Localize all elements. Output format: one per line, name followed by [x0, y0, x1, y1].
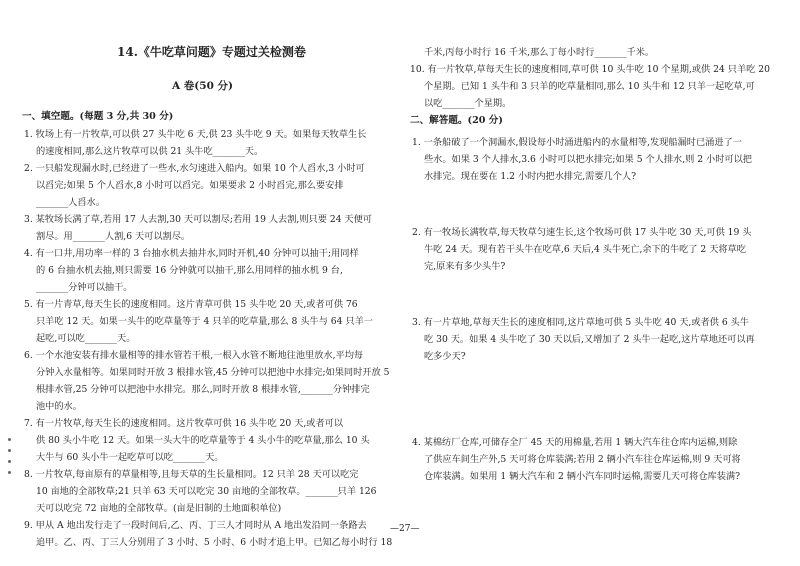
binding-dot [8, 460, 11, 463]
question-line: 的速度相同,那么这片牧草可以供 21 头牛吃_______天。 [36, 146, 264, 157]
question-line: 天可以吃完 72 亩地的全部牧草。(亩是旧制的土地面积单位) [36, 503, 282, 514]
question-line: 2. 有一牧场长满牧草,每天牧草匀速生长,这个牧场可供 17 头牛吃 30 天,可供 19 头 [412, 227, 752, 238]
question-line: 追甲。乙、丙、丁三人分别用了 3 小时、5 小时、6 小时才追上甲。已知乙每小时行 18 [36, 537, 393, 548]
question-line: 以吃_______个星期。 [424, 98, 512, 109]
question-line: 6. 一个水池安装有排水量相等的排水管若干根,一根入水管不断地往池里放水,平均每 [24, 350, 364, 361]
question-line: 的 6 台抽水机去抽,则只需要 16 分钟就可以抽干,那么用同样的抽水机 9 台, [36, 265, 343, 276]
page-title: 14.《牛吃草问题》专题过关检测卷 [117, 45, 306, 59]
question-line: 4. 有一口井,用功率一样的 3 台抽水机去抽井水,同时开机,40 分钟可以抽干;用同样 [24, 248, 359, 259]
question-line: 2. 一只船发现漏水时,已经进了一些水,水匀速进入船内。如果 10 个人舀水,3 小时可 [24, 163, 365, 174]
section-fill-in: 一、填空题。(每题 3 分,共 30 分) [22, 111, 174, 122]
question-line: 水排完。现在要在 1.2 小时内把水排完,需要几个人? [424, 171, 637, 182]
binding-margin-dots [8, 430, 12, 482]
question-line: 仓库装满。如果用 1 辆大汽车和 2 辆小汽车同时运棉,需要几天可将仓库装满? [424, 471, 741, 482]
question-line: 割尽。用_______人割,6 天可以割尽。 [36, 231, 191, 242]
section-solve: 二、解答题。(20 分) [410, 115, 503, 126]
question-line: 个星期。已知 1 头牛和 3 只羊的吃草量相同,那么 10 头牛和 12 只羊一起吃草,可 [424, 81, 755, 92]
question-line: _______人舀水。 [36, 197, 105, 208]
question-line: 1. 牧场上有一片牧草,可以供 27 头牛吃 6 天,供 23 头牛吃 9 天。如果每天牧草生长 [24, 129, 367, 140]
question-line: 根排水管,25 分钟可以把池中水排完。那么,同时开放 8 根排水管,_______分钟排完 [36, 384, 370, 395]
question-line: 10. 有一片牧草,草每天生长的速度相同,草可供 10 头牛吃 10 个星期,或供 24 只羊吃 20 [410, 64, 770, 75]
question-line: 池中的水。 [36, 401, 82, 412]
binding-dot [8, 471, 11, 474]
question-line: 3. 某牧场长满了草,若用 17 人去割,30 天可以割尽;若用 19 人去割,则只要 24 天便可 [24, 214, 372, 225]
question-line: 1. 一条船破了一个洞漏水,假设每小时涌进船内的水量相等,发现船漏时已涌进了一 [412, 137, 742, 148]
question-line: 3. 有一片草地,草每天生长的速度相同,这片草地可供 5 头牛吃 40 天,或者供 6 头牛 [412, 317, 749, 328]
binding-dot [8, 438, 11, 441]
question-line: 供 80 头小牛吃 12 天。如果一头大牛的吃草量等于 4 头小牛的吃草量,那么 10 头 [36, 435, 370, 446]
question-line: 千米,丙每小时行 16 千米,那么丁每小时行_______千米。 [424, 47, 655, 58]
binding-dot [8, 449, 11, 452]
question-line: 5. 有一片青草,每天生长的速度相同。这片青草可供 15 头牛吃 20 天,或者可供 76 [24, 299, 358, 310]
question-line: 了供应车间生产外,5 天可将仓库装满;若用 2 辆小汽车往仓库运棉,则 9 天可将 [424, 454, 741, 465]
question-line: 只羊吃 12 天。如果一头牛的吃草量等于 4 只羊的吃草量,那么 8 头牛与 64 只羊一 [36, 316, 373, 327]
question-line: 些水。如果 3 个人排水,3.6 小时可以把水排完;如果 5 个人排水,则 2 小时可以把 [424, 154, 752, 165]
question-line: 7. 有一片牧草,每天生长的速度相同。这片牧草可供 16 头牛吃 20 天,或者可以 [24, 418, 344, 429]
question-line: 牛吃 24 天。现有若干头牛在吃草,6 天后,4 头牛死亡,余下的牛吃了 2 天将草吃 [424, 244, 746, 255]
question-line: 分钟入水量相等。如果同时开放 3 根排水管,45 分钟可以把池中水排完;如果同时开放 5 [36, 367, 390, 378]
question-line: 完,原来有多少头牛? [424, 261, 506, 272]
question-line: 吃 30 天。如果 4 头牛吃了 30 天以后,又增加了 2 头牛一起吃,这片草地还可以再 [424, 334, 755, 345]
question-line: 大牛与 60 头小牛一起吃草可以吃_______天。 [36, 452, 224, 463]
question-line: 10 亩地的全部牧草;21 只羊 63 天可以吃完 30 亩地的全部牧草。_______只羊 126 [36, 486, 377, 497]
question-line: 9. 甲从 A 地出发行走了一段时间后,乙、丙、丁三人才同时从 A 地出发沿同一条路去 [24, 520, 367, 531]
question-line: 8. 一片牧草,每亩原有的草量相等,且每天草的生长量相同。12 只羊 28 天可以吃完 [24, 469, 359, 480]
question-line: 以舀完;如果 5 个人舀水,8 小时可以舀完。如果要求 2 小时舀完,那么要安排 [36, 180, 344, 191]
paper-subtitle: A 卷(50 分) [172, 80, 234, 92]
question-line: 起吃,可以吃_______天。 [36, 333, 136, 344]
question-line: 吃多少天? [424, 351, 466, 362]
page-number: —27— [390, 524, 420, 534]
question-line: 4. 某棉纺厂仓库,可储存全厂 45 天的用棉量,若用 1 辆大汽车往仓库内运棉,则除 [412, 437, 738, 448]
question-line: _______分钟可以抽干。 [36, 282, 133, 293]
